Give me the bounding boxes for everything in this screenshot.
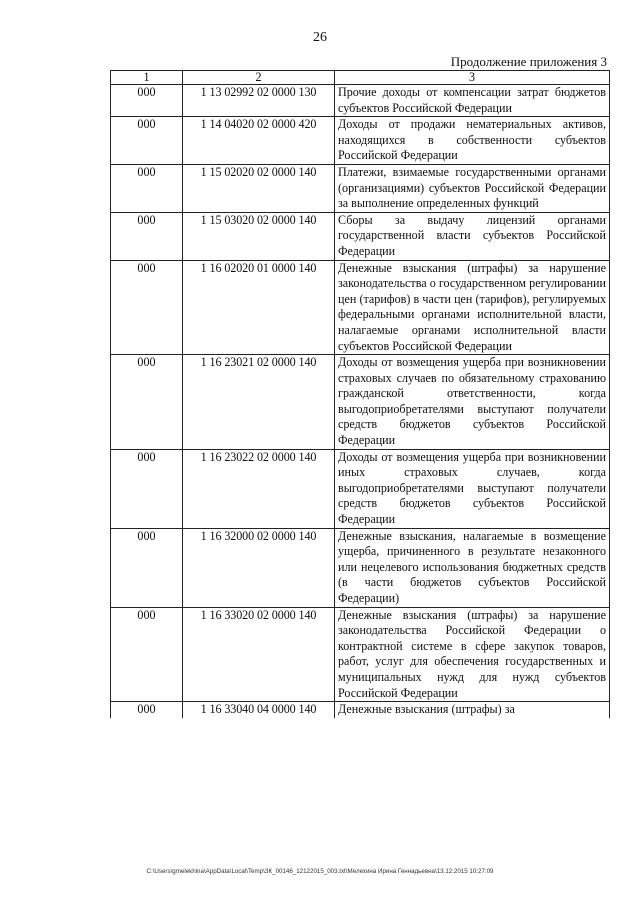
table-row [111,260,610,355]
column-header-2: 2 [183,71,335,85]
description-cell: Денежные взыскания (штрафы) за нарушение законодательства Российской Федерации о контрактной системе в сфере закупок товаров, работ, услуг для обеспечения государственных и муниципальных нужд для нужд субъектов Российской Федерации [335,607,610,702]
table-row [111,355,610,450]
admin-code-cell: 000 [111,528,183,607]
kbk-code-cell: 1 15 03020 02 0000 140 [183,212,335,260]
admin-code-cell: 000 [111,702,183,718]
table-row [111,702,610,718]
description-cell: Сборы за выдачу лицензий органами государственной власти субъектов Российской Федерации [335,212,610,260]
description-cell: Платежи, взимаемые государственными органами (организациями) субъектов Российской Федерации за выполнение определенных функций [335,164,610,212]
kbk-code-cell: 1 16 32000 02 0000 140 [183,528,335,607]
description-cell: Прочие доходы от компенсации затрат бюджетов субъектов Российской Федерации [335,85,610,117]
admin-code-cell: 000 [111,607,183,702]
kbk-code-cell: 1 16 02020 01 0000 140 [183,260,335,355]
description-cell: Денежные взыскания (штрафы) за [335,702,610,718]
kbk-code-cell: 1 16 33040 04 0000 140 [183,702,335,718]
kbk-code-cell: 1 16 23021 02 0000 140 [183,355,335,450]
admin-code-cell: 000 [111,85,183,117]
admin-code-cell: 000 [111,212,183,260]
table-row [111,212,610,260]
kbk-code-cell: 1 14 04020 02 0000 420 [183,117,335,165]
kbk-code-cell: 1 15 02020 02 0000 140 [183,164,335,212]
column-header-1: 1 [111,71,183,85]
description-cell: Доходы от возмещения ущерба при возникновении страховых случаев по обязательному страхованию гражданской ответственности, когда выгодоприобретателями выступают получатели средств бюджетов субъектов Российской Федерации [335,355,610,450]
file-path-footer: C:\Users\gmelekhina\AppData\Local\Temp\ЗК_00146_12122015_003.txt\Мелехина Ирина Геннадьевна\13.12.2015 10:27:09 [146,868,494,875]
page-number: 26 [313,30,327,45]
table-row [111,528,610,607]
kbk-code-cell: 1 16 33020 02 0000 140 [183,607,335,702]
column-header-3: 3 [335,71,610,85]
table-header-row [111,71,610,85]
table-row [111,449,610,528]
table-row [111,117,610,165]
description-cell: Денежные взыскания, налагаемые в возмещение ущерба, причиненного в результате незаконного или нецелевого использования бюджетных средств (в части бюджетов субъектов Российской Федерации) [335,528,610,607]
description-cell: Доходы от продажи нематериальных активов, находящихся в собственности субъектов Российской Федерации [335,117,610,165]
kbk-code-cell: 1 13 02992 02 0000 130 [183,85,335,117]
continuation-caption: Продолжение приложения 3 [450,54,607,69]
table-row [111,164,610,212]
admin-code-cell: 000 [111,355,183,450]
admin-code-cell: 000 [111,449,183,528]
revenue-codes-table [110,70,610,718]
description-cell: Денежные взыскания (штрафы) за нарушение законодательства о государственном регулировании цен (тарифов) в части цен (тарифов), регулируемых федеральными органами исполнительной власти, налагаемые органами исполнительной власти субъектов Российской Федерации [335,260,610,355]
description-cell: Доходы от возмещения ущерба при возникновении иных страховых случаев, когда выгодоприобретателями выступают получатели средств бюджетов субъектов Российской Федерации [335,449,610,528]
kbk-code-cell: 1 16 23022 02 0000 140 [183,449,335,528]
table-row [111,85,610,117]
admin-code-cell: 000 [111,260,183,355]
admin-code-cell: 000 [111,117,183,165]
table-row [111,607,610,702]
admin-code-cell: 000 [111,164,183,212]
